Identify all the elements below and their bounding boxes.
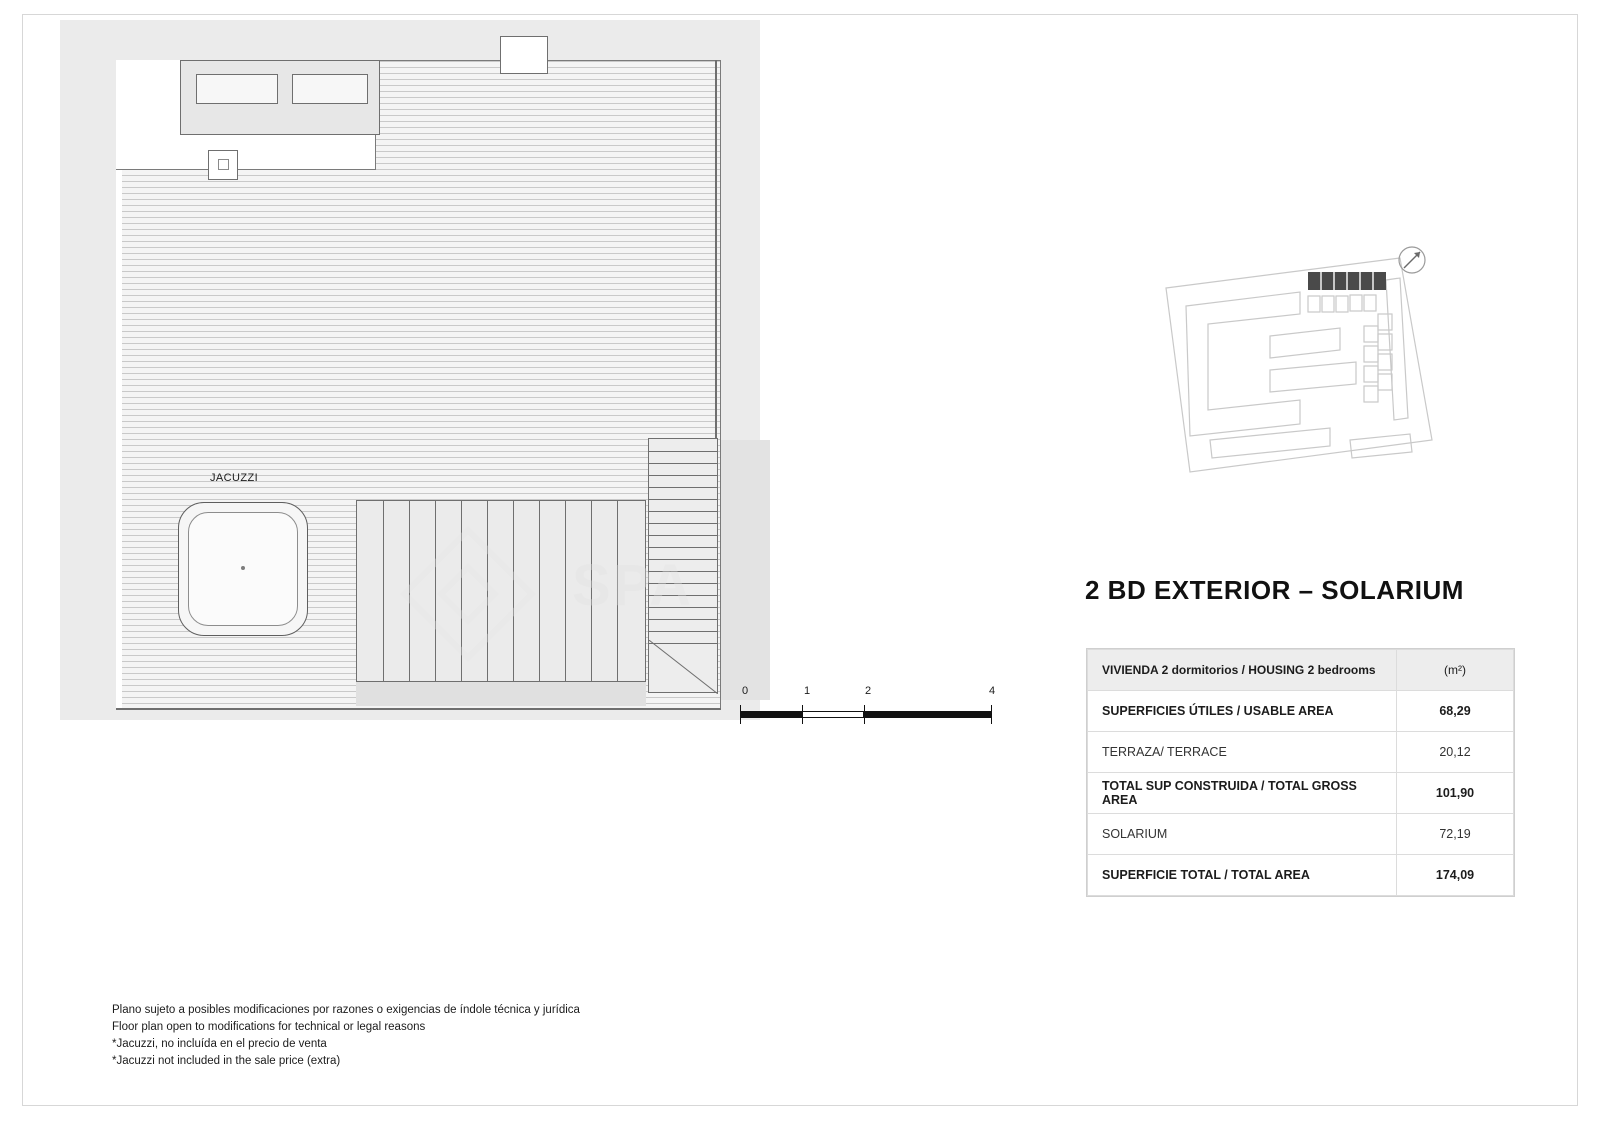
scale-tick-label-0: 0 (741, 685, 749, 697)
sunbed-right (292, 74, 368, 104)
area-label: TERRAZA/ TERRACE (1088, 732, 1397, 773)
scale-bar-graphic (740, 711, 992, 718)
table-row (1088, 691, 1514, 732)
page-title: 2 BD EXTERIOR – SOLARIUM (1085, 575, 1464, 605)
note-line: *Jacuzzi, no incluída en el precio de venta (112, 1038, 327, 1050)
areas-header-label: VIVIENDA 2 dormitorios / HOUSING 2 bedrooms (1088, 650, 1397, 691)
area-label: TOTAL SUP CONSTRUIDA / TOTAL GROSS AREA (1088, 773, 1397, 814)
north-arrow-icon (1399, 247, 1425, 273)
area-value: 20,12 (1397, 732, 1514, 773)
highlighted-unit-block (1308, 272, 1386, 290)
site-key-plan (1150, 240, 1450, 490)
scale-tick-label-4: 4 (988, 685, 996, 697)
jacuzzi-drain-icon (241, 566, 245, 570)
table-row (1088, 732, 1514, 773)
disclaimer-notes (112, 1002, 580, 1070)
area-label: SOLARIUM (1088, 814, 1397, 855)
solarium-floor-plan (60, 20, 800, 750)
pergola-shadow (356, 682, 646, 706)
scale-tick-label-2: 2 (864, 685, 872, 697)
scale-tick-label-1: 1 (803, 685, 811, 697)
note-line: Plano sujeto a posibles modificaciones por razones o exigencias de índole técnica y jurídica (112, 1004, 580, 1016)
areas-table (1086, 648, 1515, 897)
watermark-text: SPA (572, 553, 693, 618)
note-line: Floor plan open to modifications for technical or legal reasons (112, 1021, 426, 1033)
area-value: 101,90 (1397, 773, 1514, 814)
note-line: *Jacuzzi not included in the sale price (extra) (112, 1055, 341, 1067)
plan-right-wall (715, 60, 717, 440)
jacuzzi-label: JACUZZI (210, 472, 259, 484)
area-label: SUPERFICIES ÚTILES / USABLE AREA (1088, 691, 1397, 732)
deck-left-margin (116, 170, 122, 710)
area-value: 72,19 (1397, 814, 1514, 855)
area-value: 174,09 (1397, 855, 1514, 896)
table-row (1088, 773, 1514, 814)
areas-table-header-row (1088, 650, 1514, 691)
table-row (1088, 855, 1514, 896)
area-value: 68,29 (1397, 691, 1514, 732)
staircase-break-line (648, 640, 718, 694)
areas-header-unit: (m²) (1397, 650, 1514, 691)
scale-bar (740, 685, 1010, 735)
roof-hatch-opening (500, 36, 548, 74)
sunbed-left (196, 74, 278, 104)
site-key-plan-svg (1150, 240, 1450, 490)
pergola-structure (356, 500, 646, 682)
table-row (1088, 814, 1514, 855)
area-label: SUPERFICIE TOTAL / TOTAL AREA (1088, 855, 1397, 896)
utility-fixture (208, 150, 238, 180)
plan-bottom-wall (116, 708, 721, 710)
